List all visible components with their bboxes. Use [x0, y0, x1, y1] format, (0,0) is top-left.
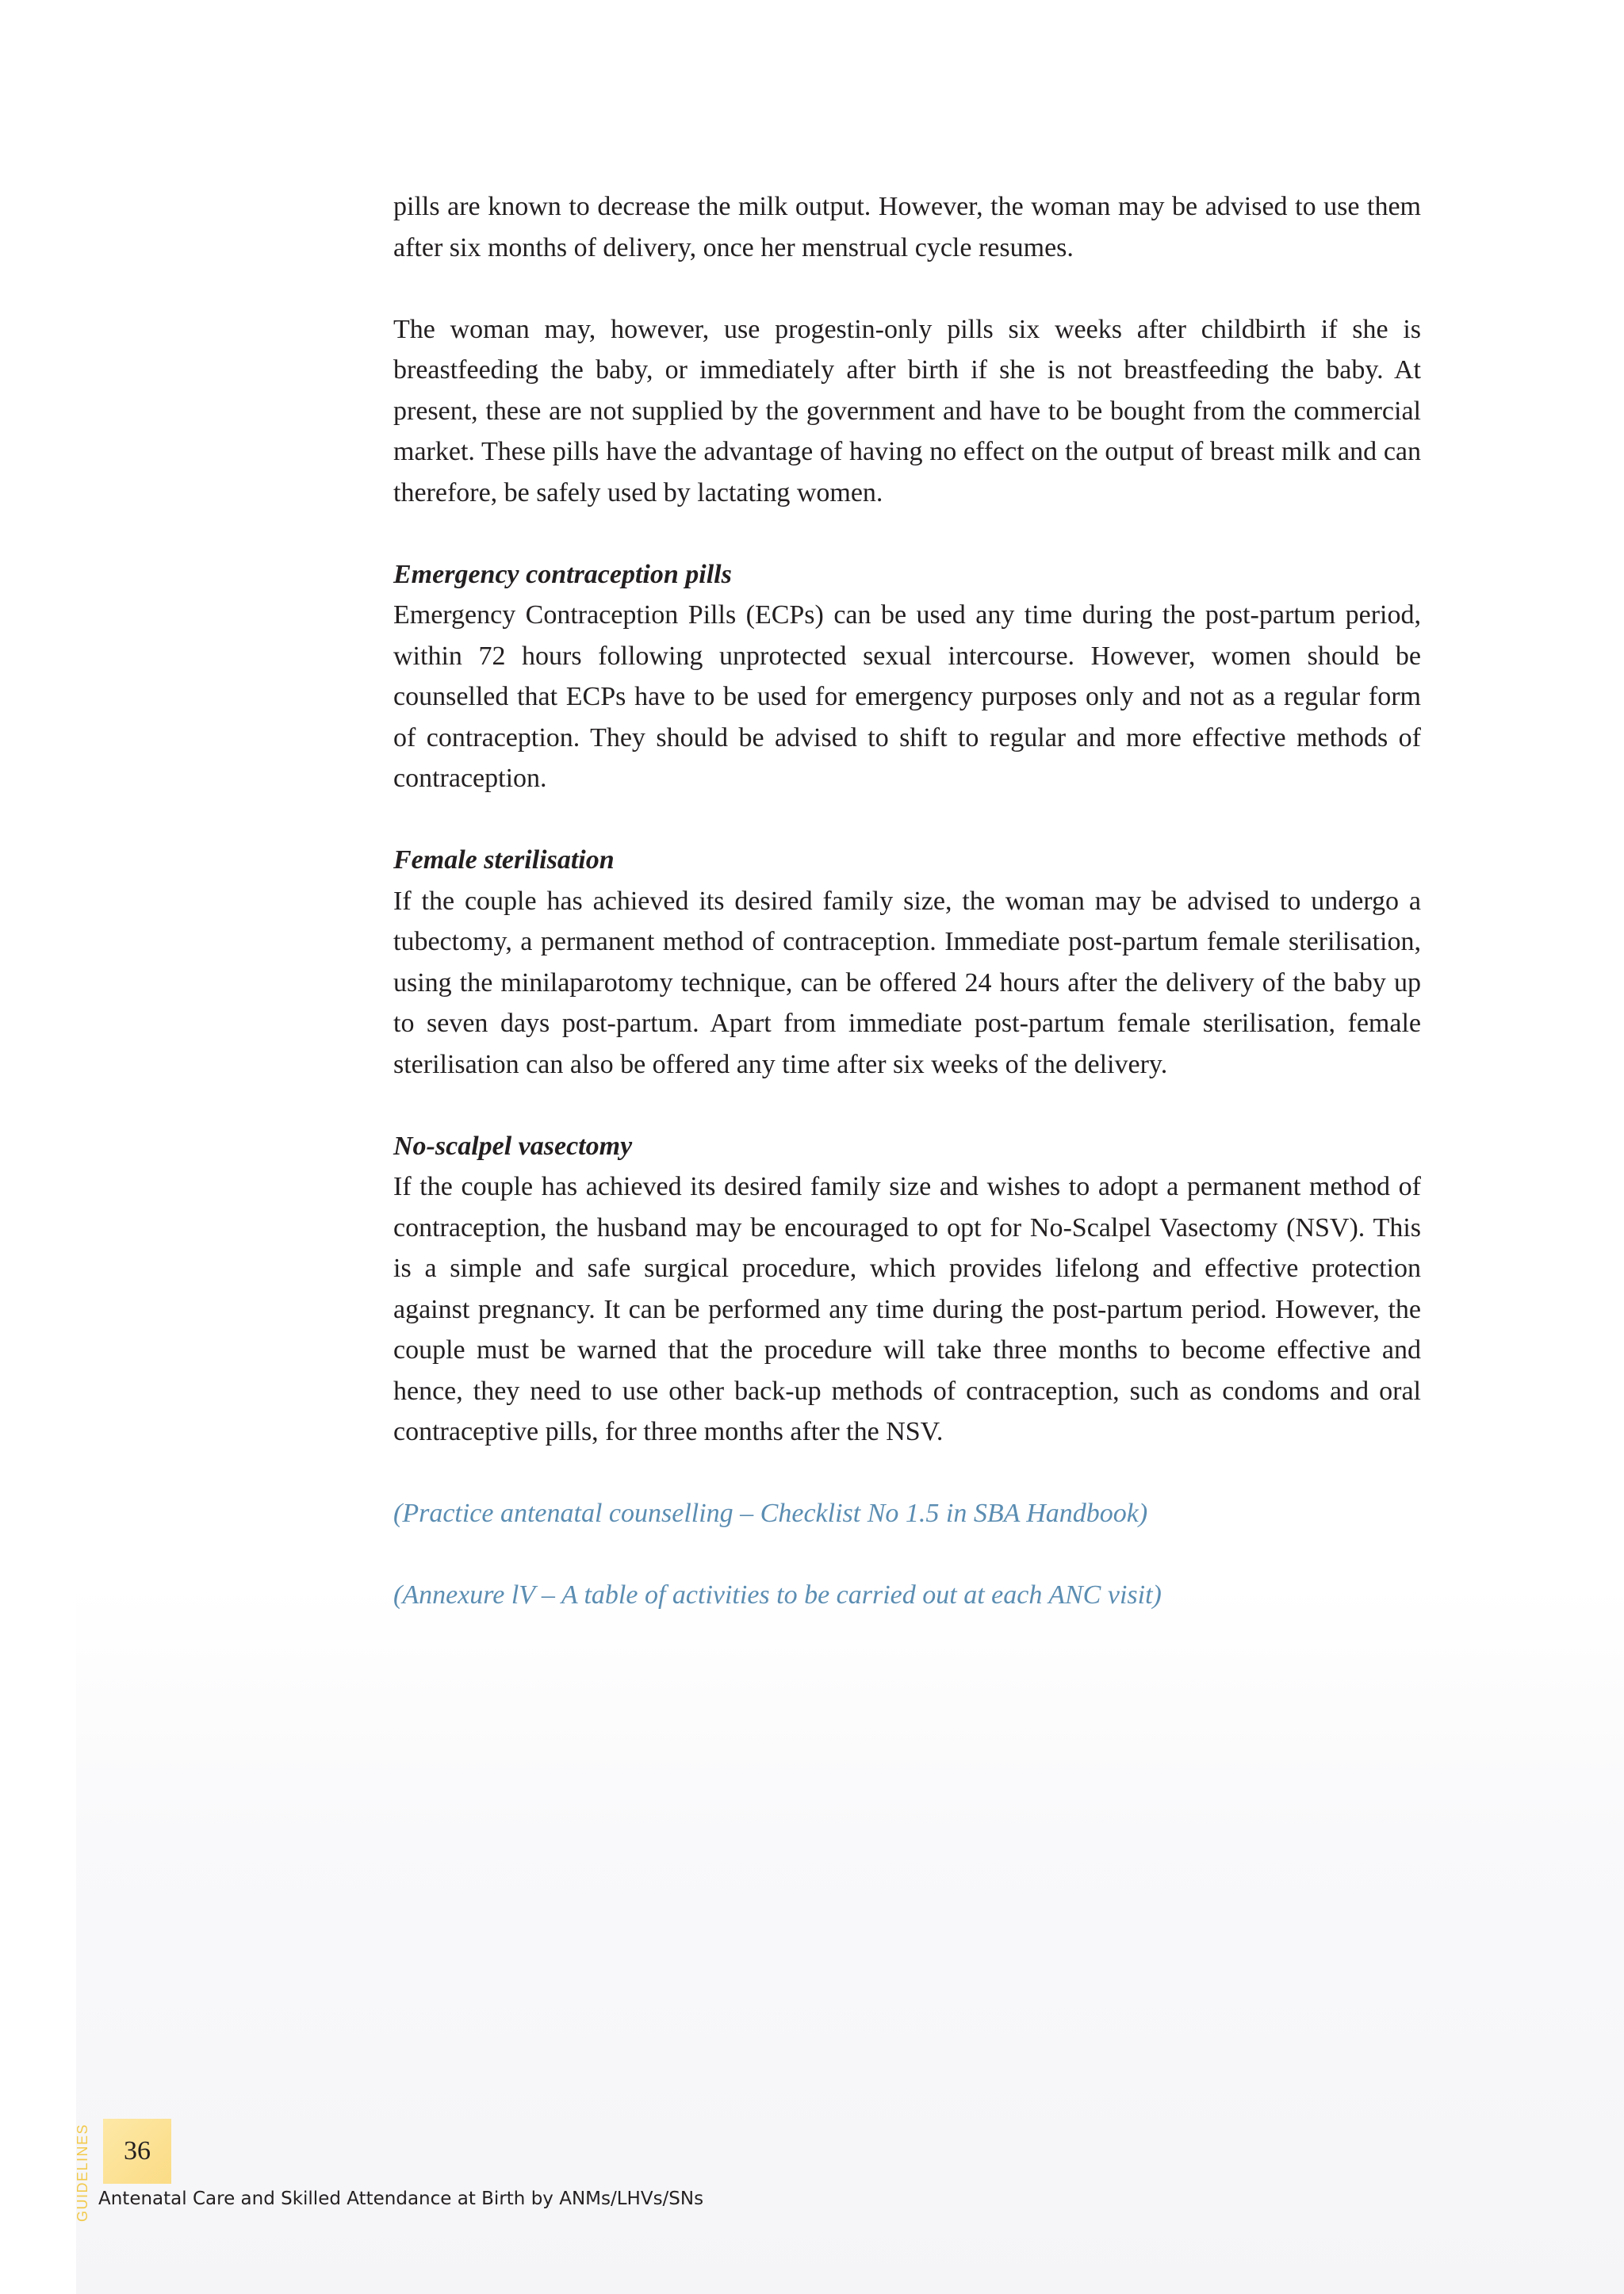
page-number-box: [103, 2119, 171, 2184]
heading-emergency-contraception: Emergency contraception pills: [393, 559, 732, 589]
page-number: 36: [124, 2136, 151, 2166]
paragraph-progestin-only-pills: The woman may, however, use progestin-only pills six weeks after childbirth if she is breastfeeding the baby, or immediately after birth if she is not breastfeeding the baby. At present, these are not supplied by the government and have to be bought from the commercial market. These pills have the advantage of having no effect on the output of breast milk and can therefore, be safely used by lactating women.: [393, 314, 1421, 507]
footer-document-title: Antenatal Care and Skilled Attendance at Birth by ANMs/LHVs/SNs: [98, 2189, 704, 2209]
paragraph-female-sterilisation: If the couple has achieved its desired family size, the woman may be advised to undergo a tubectomy, a permanent method of contraception. Immediate post-partum female sterilisation, using the minilaparotomy technique, can be offered 24 hours after the delivery of the baby up to seven days post-partum. Apart from immediate post-partum female sterilisation, female sterilisation can also be offered any time after six weeks of the delivery.: [393, 886, 1421, 1079]
paragraph-no-scalpel-vasectomy: If the couple has achieved its desired family size and wishes to adopt a permanent method of contraception, the husband may be encouraged to opt for No-Scalpel Vasectomy (NSV). This is a simple and safe surgical procedure, which provides lifelong and effective protection against pregnancy. It can be performed any time during the post-partum period. However, the couple must be warned that the procedure will take three months to become effective and hence, they need to use other back-up methods of contraception, such as condoms and oral contraceptive pills, for three months after the NSV.: [393, 1172, 1421, 1446]
reference-annexure: (Annexure lV – A table of activities to be carried out at each ANC visit): [393, 1580, 1162, 1610]
paragraph-milk-output: pills are known to decrease the milk output. However, the woman may be advised to use them after six months of delivery, once her menstrual cycle resumes.: [393, 192, 1421, 262]
paragraph-emergency-contraception: Emergency Contraception Pills (ECPs) can be used any time during the post-partum period, within 72 hours following unprotected sexual intercourse. However, women should be counselled that ECPs have to be used for emergency purposes only and not as a regular form of contraception. They should be advised to shift to regular and more effective methods of contraception.: [393, 600, 1421, 793]
footer-side-label: GUIDELINES: [75, 2123, 90, 2222]
heading-no-scalpel-vasectomy: No-scalpel vasectomy: [393, 1131, 633, 1161]
heading-female-sterilisation: Female sterilisation: [393, 845, 615, 875]
reference-checklist: (Practice antenatal counselling – Checklist No 1.5 in SBA Handbook): [393, 1499, 1148, 1528]
page-body: [393, 186, 1421, 1656]
